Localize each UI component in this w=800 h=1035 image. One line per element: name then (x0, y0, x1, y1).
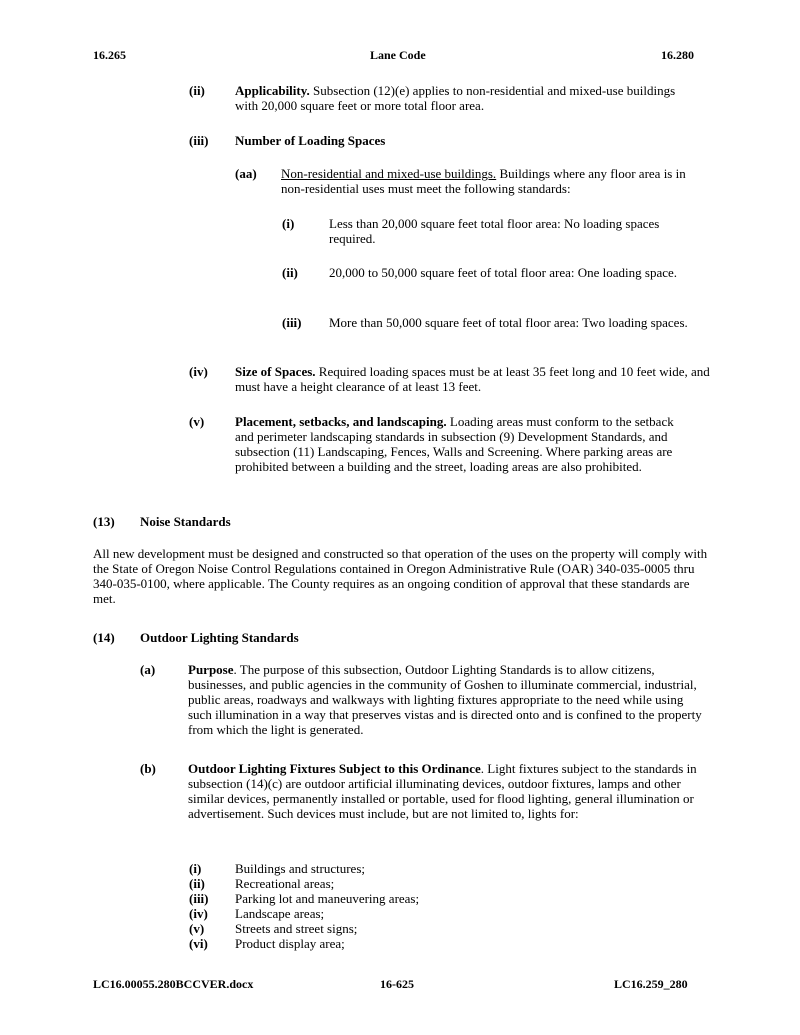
list-item-number: (vi) (189, 936, 208, 951)
item-text: Buildings where any floor area is in non-residential uses must meet the following standards: (281, 166, 686, 196)
list-item-number: (i) (282, 216, 295, 231)
section-title: Noise Standards (140, 514, 231, 529)
footer-center: 16-625 (380, 977, 414, 991)
item-title: Number of Loading Spaces (235, 133, 386, 148)
item-number: (iii) (189, 133, 209, 148)
list-item-number: (ii) (282, 265, 298, 280)
list-item-text: Recreational areas; (235, 876, 335, 891)
item-title: Placement, setbacks, and landscaping. (235, 414, 447, 429)
list-item-number: (iii) (282, 315, 302, 330)
item-number: (v) (189, 414, 205, 429)
item-number: (a) (140, 662, 156, 677)
item-title: Purpose (188, 662, 234, 677)
footer-right: LC16.259_280 (614, 977, 688, 991)
placement-paragraph (235, 414, 685, 474)
item-title: Applicability. (235, 83, 310, 98)
section-title: Outdoor Lighting Standards (140, 630, 299, 645)
item-number: (b) (140, 761, 156, 776)
list-item-text: Streets and street signs; (235, 921, 358, 936)
item-text: . The purpose of this subsection, Outdoor Lighting Standards is to allow citizens, businesses, and public agencies in the community of Goshen to illuminate commercial, industrial, public areas, roadways and walkways with lighting fixtures appropriate to the need while using such illumination in a way that preserves vistas and is directed onto and is confined to the property from which the light is generated. (188, 662, 702, 737)
list-item-number: (ii) (189, 876, 205, 891)
item-number: (ii) (189, 83, 205, 98)
item-number: (iv) (189, 364, 208, 379)
applicability-paragraph (235, 83, 685, 113)
purpose-paragraph (188, 662, 708, 737)
item-text: . Light fixtures subject to the standards in subsection (14)(c) are outdoor artificial illuminating devices, outdoor fixtures, lamps and other similar devices, permanently installed or portable, used for flood lighting, general illumination or advertisement. Such devices must include, but are not limited to, lights for: (188, 761, 697, 821)
item-title: Size of Spaces. (235, 364, 316, 379)
footer-left: LC16.00055.280BCCVER.docx (93, 977, 254, 991)
size-of-spaces-paragraph (235, 364, 710, 394)
list-item-number: (v) (189, 921, 205, 936)
list-item-text: Less than 20,000 square feet total floor area: No loading spaces required. (329, 216, 660, 246)
header-center: Lane Code (370, 48, 426, 62)
header-left: 16.265 (93, 48, 126, 62)
list-item-text: More than 50,000 square feet of total floor area: Two loading spaces. (329, 315, 688, 330)
item-text: Subsection (12)(e) applies to non-residential and mixed-use buildings with 20,000 square feet or more total floor area. (235, 83, 676, 113)
section-number: (13) (93, 514, 115, 529)
list-item-text: Parking lot and maneuvering areas; (235, 891, 420, 906)
list-item-text: Product display area; (235, 936, 345, 951)
list-item-text: 20,000 to 50,000 square feet of total floor area: One loading space. (329, 265, 677, 280)
list-item-number: (i) (189, 861, 202, 876)
noise-paragraph: All new development must be designed and constructed so that operation of the uses on the property will comply with the State of Oregon Noise Control Regulations contained in Oregon Administrative Rule (OAR) 340-035-0005 thru 340-035-0100, where applicable. The County requires as an ongoing condition of approval that these standards are met. (93, 546, 708, 606)
aa-paragraph (281, 166, 711, 196)
fixtures-paragraph (188, 761, 708, 821)
header-right: 16.280 (661, 48, 694, 62)
list-item-text: Buildings and structures; (235, 861, 365, 876)
section-number: (14) (93, 630, 115, 645)
item-text: Loading areas must conform to the setback and perimeter landscaping standards in subsection (9) Development Standards, and subsection (11) Landscaping, Fences, Walls and Screening. Where parking areas are prohibited between a building and the street, loading areas are also prohibited. (235, 414, 674, 474)
list-item-text: Landscape areas; (235, 906, 325, 921)
list-item-number: (iv) (189, 906, 208, 921)
item-text: Required loading spaces must be at least 35 feet long and 10 feet wide, and must have a height clearance of at least 13 feet. (235, 364, 710, 394)
list-item-number: (iii) (189, 891, 209, 906)
item-number: (aa) (235, 166, 257, 181)
item-title: Non-residential and mixed-use buildings. (281, 166, 497, 181)
item-title: Outdoor Lighting Fixtures Subject to this Ordinance (188, 761, 481, 776)
